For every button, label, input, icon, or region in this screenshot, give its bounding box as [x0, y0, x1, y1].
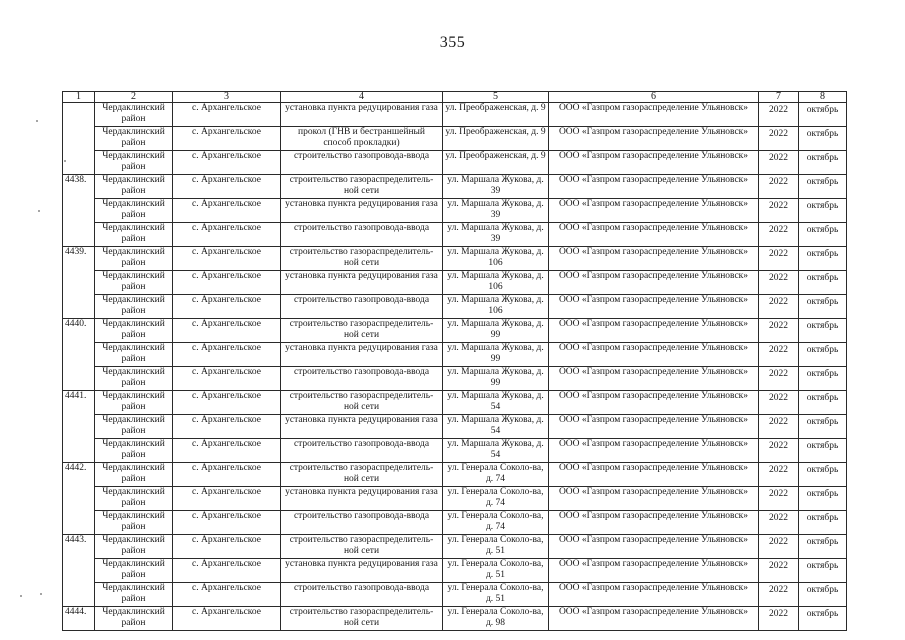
scan-speck: [40, 593, 42, 595]
district-cell: Чердаклинский район: [95, 367, 173, 391]
district-cell: Чердаклинский район: [95, 487, 173, 511]
locality-cell: с. Архангельское: [173, 319, 281, 343]
organization-cell: ООО «Газпром газораспределение Ульяновск»: [549, 247, 759, 271]
district-cell: Чердаклинский район: [95, 127, 173, 151]
work-type-cell: строительство газопровода-ввода: [281, 295, 443, 319]
district-cell: Чердаклинский район: [95, 583, 173, 607]
work-type-cell: строительство газораспределитель-ной сети: [281, 463, 443, 487]
year-cell: 2022: [759, 271, 799, 295]
locality-cell: с. Архангельское: [173, 487, 281, 511]
address-cell: ул. Генерала Соколо-ва, д. 98: [443, 607, 549, 631]
address-cell: ул. Преображенская, д. 9: [443, 127, 549, 151]
work-type-cell: прокол (ГНВ и бестраншейный способ прокладки): [281, 127, 443, 151]
locality-cell: с. Архангельское: [173, 559, 281, 583]
month-cell: октябрь: [799, 535, 847, 559]
organization-cell: ООО «Газпром газораспределение Ульяновск»: [549, 343, 759, 367]
header-cell: 2: [95, 92, 173, 103]
address-cell: ул. Маршала Жукова, д. 54: [443, 391, 549, 415]
month-cell: октябрь: [799, 319, 847, 343]
district-cell: Чердаклинский район: [95, 391, 173, 415]
organization-cell: ООО «Газпром газораспределение Ульяновск»: [549, 223, 759, 247]
district-cell: Чердаклинский район: [95, 271, 173, 295]
month-cell: октябрь: [799, 367, 847, 391]
work-type-cell: строительство газораспределитель-ной сети: [281, 391, 443, 415]
district-cell: Чердаклинский район: [95, 151, 173, 175]
work-type-cell: строительство газораспределитель-ной сети: [281, 607, 443, 631]
register-table: [62, 91, 847, 631]
address-cell: ул. Маршала Жукова, д. 54: [443, 439, 549, 463]
work-type-cell: строительство газораспределитель-ной сети: [281, 175, 443, 199]
year-cell: 2022: [759, 127, 799, 151]
district-cell: Чердаклинский район: [95, 535, 173, 559]
table-row: [63, 247, 847, 271]
month-cell: октябрь: [799, 391, 847, 415]
work-type-cell: установка пункта редуцирования газа: [281, 343, 443, 367]
district-cell: Чердаклинский район: [95, 319, 173, 343]
month-cell: октябрь: [799, 415, 847, 439]
organization-cell: ООО «Газпром газораспределение Ульяновск»: [549, 127, 759, 151]
table-row: [63, 367, 847, 391]
organization-cell: ООО «Газпром газораспределение Ульяновск»: [549, 535, 759, 559]
work-type-cell: строительство газопровода-ввода: [281, 439, 443, 463]
table-row: [63, 319, 847, 343]
organization-cell: ООО «Газпром газораспределение Ульяновск»: [549, 487, 759, 511]
locality-cell: с. Архангельское: [173, 439, 281, 463]
year-cell: 2022: [759, 487, 799, 511]
scan-speck: [38, 210, 40, 212]
work-type-cell: строительство газораспределитель-ной сети: [281, 247, 443, 271]
table-row: [63, 463, 847, 487]
year-cell: 2022: [759, 175, 799, 199]
locality-cell: с. Архангельское: [173, 223, 281, 247]
table-row: [63, 103, 847, 127]
month-cell: октябрь: [799, 607, 847, 631]
district-cell: Чердаклинский район: [95, 559, 173, 583]
work-type-cell: установка пункта редуцирования газа: [281, 199, 443, 223]
item-number-cell: 4442.: [63, 463, 95, 535]
year-cell: 2022: [759, 151, 799, 175]
item-number-cell: 4439.: [63, 247, 95, 319]
item-number-cell: 4438.: [63, 175, 95, 247]
month-cell: октябрь: [799, 127, 847, 151]
month-cell: октябрь: [799, 295, 847, 319]
address-cell: ул. Маршала Жукова, д. 39: [443, 223, 549, 247]
header-cell: 6: [549, 92, 759, 103]
table-row: [63, 271, 847, 295]
year-cell: 2022: [759, 223, 799, 247]
header-cell: 8: [799, 92, 847, 103]
month-cell: октябрь: [799, 439, 847, 463]
organization-cell: ООО «Газпром газораспределение Ульяновск»: [549, 199, 759, 223]
work-type-cell: установка пункта редуцирования газа: [281, 271, 443, 295]
district-cell: Чердаклинский район: [95, 223, 173, 247]
year-cell: 2022: [759, 583, 799, 607]
address-cell: ул. Маршала Жукова, д. 99: [443, 319, 549, 343]
year-cell: 2022: [759, 343, 799, 367]
address-cell: ул. Генерала Соколо-ва, д. 74: [443, 487, 549, 511]
locality-cell: с. Архангельское: [173, 127, 281, 151]
work-type-cell: установка пункта редуцирования газа: [281, 415, 443, 439]
locality-cell: с. Архангельское: [173, 343, 281, 367]
header-cell: 7: [759, 92, 799, 103]
address-cell: ул. Генерала Соколо-ва, д. 74: [443, 463, 549, 487]
work-type-cell: установка пункта редуцирования газа: [281, 487, 443, 511]
address-cell: ул. Преображенская, д. 9: [443, 103, 549, 127]
locality-cell: с. Архангельское: [173, 271, 281, 295]
month-cell: октябрь: [799, 247, 847, 271]
month-cell: октябрь: [799, 343, 847, 367]
address-cell: ул. Генерала Соколо-ва, д. 51: [443, 559, 549, 583]
table-row: [63, 511, 847, 535]
organization-cell: ООО «Газпром газораспределение Ульяновск»: [549, 559, 759, 583]
organization-cell: ООО «Газпром газораспределение Ульяновск»: [549, 439, 759, 463]
header-cell: 1: [63, 92, 95, 103]
work-type-cell: строительство газораспределитель-ной сети: [281, 319, 443, 343]
address-cell: ул. Маршала Жукова, д. 99: [443, 343, 549, 367]
organization-cell: ООО «Газпром газораспределение Ульяновск»: [549, 271, 759, 295]
work-type-cell: строительство газораспределитель-ной сети: [281, 535, 443, 559]
table-row: [63, 295, 847, 319]
year-cell: 2022: [759, 295, 799, 319]
year-cell: 2022: [759, 247, 799, 271]
address-cell: ул. Маршала Жукова, д. 39: [443, 175, 549, 199]
district-cell: Чердаклинский район: [95, 607, 173, 631]
district-cell: Чердаклинский район: [95, 463, 173, 487]
organization-cell: ООО «Газпром газораспределение Ульяновск»: [549, 103, 759, 127]
address-cell: ул. Преображенская, д. 9: [443, 151, 549, 175]
month-cell: октябрь: [799, 199, 847, 223]
address-cell: ул. Маршала Жукова, д. 39: [443, 199, 549, 223]
locality-cell: с. Архангельское: [173, 415, 281, 439]
work-type-cell: установка пункта редуцирования газа: [281, 559, 443, 583]
district-cell: Чердаклинский район: [95, 175, 173, 199]
page-number: 355: [439, 34, 466, 51]
item-number-cell: 4444.: [63, 607, 95, 631]
address-cell: ул. Маршала Жукова, д. 99: [443, 367, 549, 391]
work-type-cell: строительство газопровода-ввода: [281, 367, 443, 391]
table-row: [63, 583, 847, 607]
district-cell: Чердаклинский район: [95, 199, 173, 223]
year-cell: 2022: [759, 415, 799, 439]
item-number-cell: 4441.: [63, 391, 95, 463]
district-cell: Чердаклинский район: [95, 439, 173, 463]
month-cell: октябрь: [799, 463, 847, 487]
year-cell: 2022: [759, 511, 799, 535]
table-row: [63, 487, 847, 511]
month-cell: октябрь: [799, 223, 847, 247]
locality-cell: с. Архангельское: [173, 199, 281, 223]
district-cell: Чердаклинский район: [95, 103, 173, 127]
work-type-cell: строительство газопровода-ввода: [281, 151, 443, 175]
item-number-cell: 4440.: [63, 319, 95, 391]
table-row: [63, 607, 847, 631]
organization-cell: ООО «Газпром газораспределение Ульяновск»: [549, 367, 759, 391]
address-cell: ул. Маршала Жукова, д. 54: [443, 415, 549, 439]
table-body: [63, 103, 847, 631]
year-cell: 2022: [759, 439, 799, 463]
scan-speck: [36, 120, 38, 122]
locality-cell: с. Архангельское: [173, 247, 281, 271]
year-cell: 2022: [759, 391, 799, 415]
year-cell: 2022: [759, 199, 799, 223]
table-row: [63, 199, 847, 223]
locality-cell: с. Архангельское: [173, 511, 281, 535]
locality-cell: с. Архангельское: [173, 103, 281, 127]
month-cell: октябрь: [799, 559, 847, 583]
organization-cell: ООО «Газпром газораспределение Ульяновск»: [549, 295, 759, 319]
item-number-cell: [63, 103, 95, 175]
locality-cell: с. Архангельское: [173, 151, 281, 175]
organization-cell: ООО «Газпром газораспределение Ульяновск»: [549, 415, 759, 439]
locality-cell: с. Архангельское: [173, 535, 281, 559]
header-cell: 4: [281, 92, 443, 103]
table-row: [63, 439, 847, 463]
header-cell: 3: [173, 92, 281, 103]
year-cell: 2022: [759, 559, 799, 583]
locality-cell: с. Архангельское: [173, 367, 281, 391]
table-row: [63, 535, 847, 559]
year-cell: 2022: [759, 367, 799, 391]
work-type-cell: строительство газопровода-ввода: [281, 583, 443, 607]
locality-cell: с. Архангельское: [173, 391, 281, 415]
work-type-cell: строительство газопровода-ввода: [281, 511, 443, 535]
item-number-cell: 4443.: [63, 535, 95, 607]
header-cell: 5: [443, 92, 549, 103]
month-cell: октябрь: [799, 271, 847, 295]
locality-cell: с. Архангельское: [173, 295, 281, 319]
table-row: [63, 415, 847, 439]
organization-cell: ООО «Газпром газораспределение Ульяновск»: [549, 391, 759, 415]
month-cell: октябрь: [799, 487, 847, 511]
district-cell: Чердаклинский район: [95, 415, 173, 439]
month-cell: октябрь: [799, 175, 847, 199]
locality-cell: с. Архангельское: [173, 175, 281, 199]
organization-cell: ООО «Газпром газораспределение Ульяновск»: [549, 511, 759, 535]
table-row: [63, 343, 847, 367]
table-row: [63, 151, 847, 175]
district-cell: Чердаклинский район: [95, 295, 173, 319]
scan-speck: [64, 160, 66, 162]
address-cell: ул. Маршала Жукова, д. 106: [443, 295, 549, 319]
table-row: [63, 175, 847, 199]
organization-cell: ООО «Газпром газораспределение Ульяновск»: [549, 319, 759, 343]
locality-cell: с. Архангельское: [173, 583, 281, 607]
district-cell: Чердаклинский район: [95, 511, 173, 535]
organization-cell: ООО «Газпром газораспределение Ульяновск»: [549, 175, 759, 199]
locality-cell: с. Архангельское: [173, 463, 281, 487]
district-cell: Чердаклинский район: [95, 247, 173, 271]
locality-cell: с. Архангельское: [173, 607, 281, 631]
address-cell: ул. Генерала Соколо-ва, д. 51: [443, 535, 549, 559]
scan-speck: [20, 595, 22, 597]
year-cell: 2022: [759, 463, 799, 487]
table-row: [63, 559, 847, 583]
month-cell: октябрь: [799, 103, 847, 127]
address-cell: ул. Маршала Жукова, д. 106: [443, 247, 549, 271]
organization-cell: ООО «Газпром газораспределение Ульяновск»: [549, 151, 759, 175]
address-cell: ул. Генерала Соколо-ва, д. 74: [443, 511, 549, 535]
month-cell: октябрь: [799, 151, 847, 175]
organization-cell: ООО «Газпром газораспределение Ульяновск»: [549, 583, 759, 607]
table-row: [63, 127, 847, 151]
header-row: [63, 92, 847, 103]
organization-cell: ООО «Газпром газораспределение Ульяновск»: [549, 607, 759, 631]
year-cell: 2022: [759, 319, 799, 343]
month-cell: октябрь: [799, 511, 847, 535]
district-cell: Чердаклинский район: [95, 343, 173, 367]
organization-cell: ООО «Газпром газораспределение Ульяновск»: [549, 463, 759, 487]
work-type-cell: установка пункта редуцирования газа: [281, 103, 443, 127]
address-cell: ул. Маршала Жукова, д. 106: [443, 271, 549, 295]
year-cell: 2022: [759, 535, 799, 559]
year-cell: 2022: [759, 103, 799, 127]
year-cell: 2022: [759, 607, 799, 631]
month-cell: октябрь: [799, 583, 847, 607]
work-type-cell: строительство газопровода-ввода: [281, 223, 443, 247]
address-cell: ул. Генерала Соколо-ва, д. 51: [443, 583, 549, 607]
table-row: [63, 391, 847, 415]
table-row: [63, 223, 847, 247]
